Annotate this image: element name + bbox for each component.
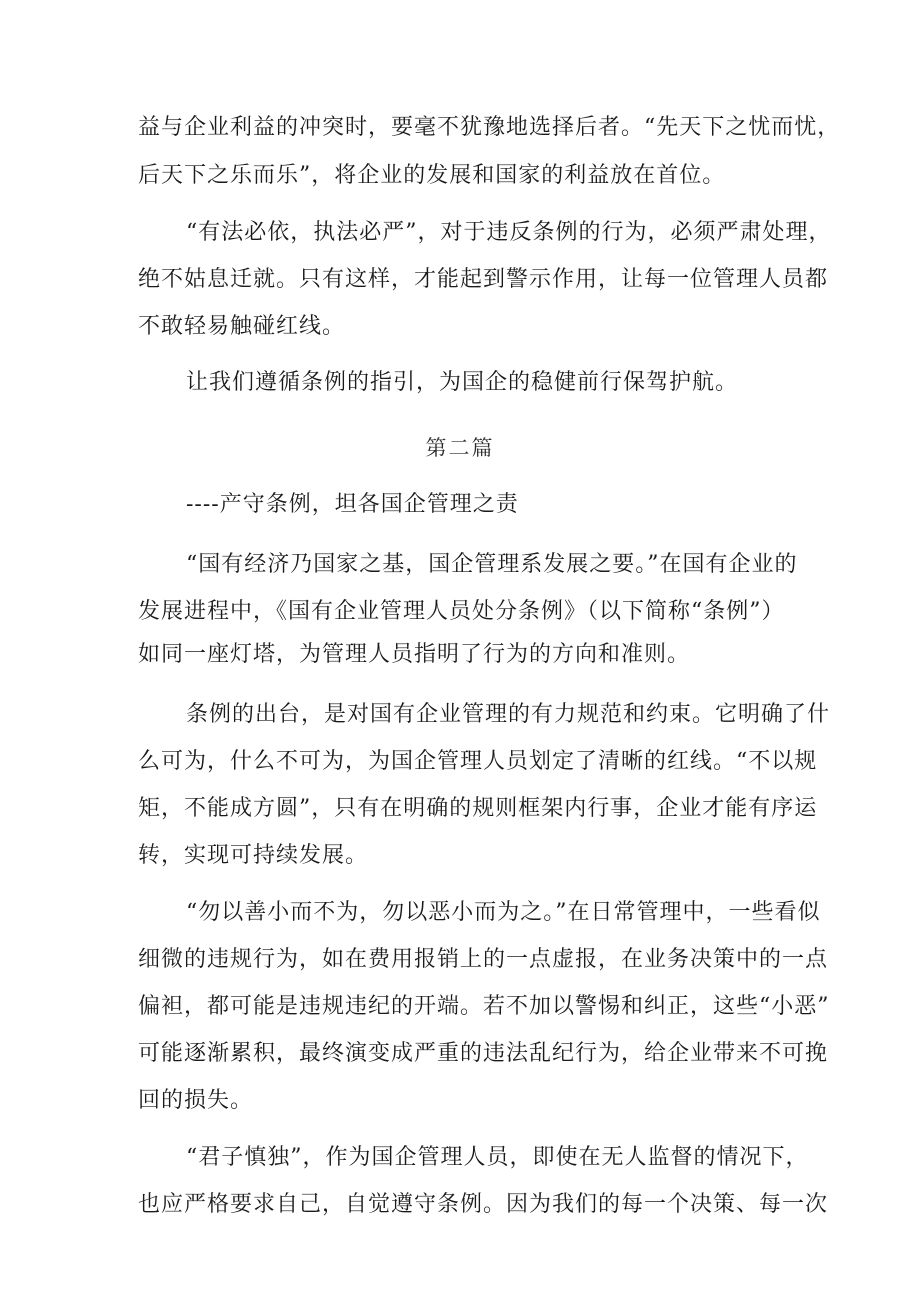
text-line: 偏袒，都可能是违规违纪的开端。若不加以警惕和纠正，这些“小恶” [138, 994, 830, 1019]
text-line: “有法必依，执法必严”，对于违反条例的行为，必须严肃处理， [186, 220, 832, 245]
text-line: “君子慎独”，作为国企管理人员，即使在无人监督的情况下， [186, 1145, 809, 1170]
text-line: 回的损失。 [138, 1088, 254, 1113]
text-line: 也应严格要求自己，自觉遵守条例。因为我们的每一个决策、每一次 [138, 1192, 829, 1217]
text-line: 转，实现可持续发展。 [138, 843, 369, 868]
text-line: 发展进程中，《国有企业管理人员处分条例》（以下简称“条例”） [138, 599, 785, 624]
text-line: 么可为，什么不可为，为国企管理人员划定了清晰的红线。“不以规 [138, 749, 818, 774]
text-line: “勿以善小而不为，勿以恶小而为之。”在日常管理中，一些看似 [186, 900, 821, 925]
text-line: 条例的出台，是对国有企业管理的有力规范和约束。它明确了什 [186, 702, 831, 727]
text-line: 可能逐渐累积，最终演变成严重的违法乱纪行为，给企业带来不可挽 [138, 1041, 829, 1066]
text-line: “国有经济乃国家之基，国企管理系发展之要。”在国有企业的 [186, 552, 798, 577]
text-line: 绝不姑息迁就。只有这样，才能起到警示作用，让每一位管理人员都 [138, 267, 829, 292]
text-line: 不敢轻易触碰红线。 [138, 314, 346, 339]
text-line: 益与企业利益的冲突时，要毫不犹豫地选择后者。“先天下之忧而忧， [138, 115, 841, 140]
section-heading: 第二篇 [425, 436, 495, 460]
text-line: 矩，不能成方圆”，只有在明确的规则框架内行事，企业才能有序运 [138, 796, 818, 821]
text-line: 细微的违规行为，如在费用报销上的一点虚报，在业务决策中的一点 [138, 947, 829, 972]
text-line: 如同一座灯塔，为管理人员指明了行为的方向和准则。 [138, 642, 691, 667]
text-line: 让我们遵循条例的指引，为国企的稳健前行保驾护航。 [186, 370, 739, 395]
text-line: 后天下之乐而乐”，将企业的发展和国家的利益放在首位。 [138, 163, 726, 188]
section-subtitle: ----产守条例，坦各国企管理之责 [186, 492, 519, 517]
